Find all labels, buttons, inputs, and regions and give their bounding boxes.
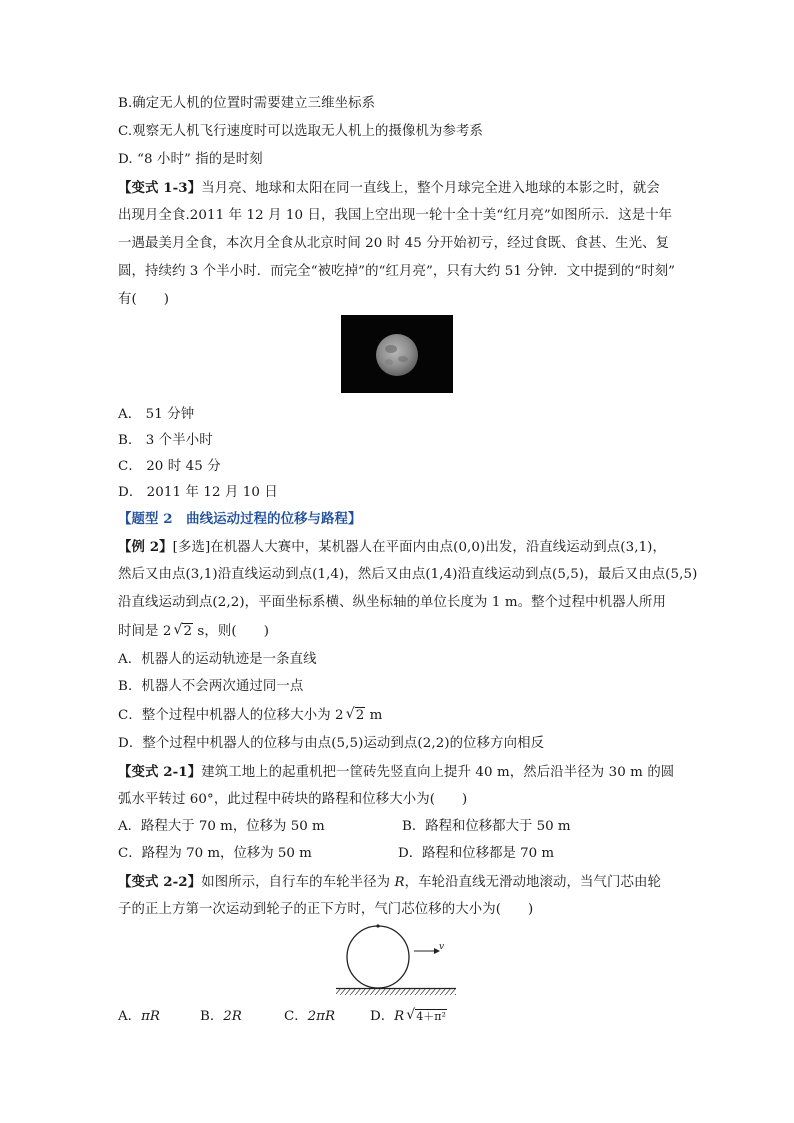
- v13-line5: 有( ): [118, 292, 170, 307]
- v21-line1: 【变式 2-1】建筑工地上的起重机把一筐砖先竖直向上提升 40 m，然后沿半径为 30 m 的圆: [118, 764, 675, 780]
- v13-line1: 【变式 1-3】当月亮、地球和太阳在同一直线上，整个月球完全进入地球的本影之时，就会: [118, 180, 660, 196]
- ex2-option-d: D．整个过程中机器人的位移与由点(5,5)运动到点(2,2)的位移方向相反: [118, 736, 545, 751]
- q1-option-b: B.确定无人机的位置时需要建立三维坐标系: [118, 96, 376, 111]
- wheel-diagram: [336, 922, 460, 998]
- v13-line3: 一遇最美月全食，本次月全食从北京时间 20 时 45 分开始初亏，经过食既、食甚、生光、复: [118, 236, 670, 251]
- ex2-tag: 【例 2】: [118, 539, 173, 555]
- ex2-line4: 时间是 2 √ 2 s，则( ): [118, 622, 269, 642]
- v22-option-c: C．2πR: [284, 1009, 336, 1024]
- v13-option-a: A． 51 分钟: [118, 407, 195, 422]
- ex2-line1: 【例 2】[多选]在机器人大赛中，某机器人在平面内由点(0,0)出发，沿直线运动到点(3,1)，: [118, 539, 666, 555]
- valve-dot: [376, 924, 379, 927]
- v13-line2: 出现月全食.2011 年 12 月 10 日，我国上空出现一轮十全十美“红月亮”如图所示．这是十年: [118, 208, 673, 223]
- q1-option-d: D. “8 小时” 指的是时刻: [118, 152, 263, 167]
- v13-line4: 圆，持续约 3 个半小时．而完全“被吃掉”的“红月亮”，只有大约 51 分钟．文中提到的“时刻”: [118, 264, 676, 279]
- red-moon-photo: [341, 315, 453, 393]
- v21-tag: 【变式 2-1】: [118, 764, 202, 780]
- ground-hatch: [336, 989, 456, 995]
- type2-header: 【题型 2 曲线运动过程的位移与路程】: [118, 511, 362, 527]
- velocity-label: v: [439, 942, 445, 952]
- v21-option-c: C．路程为 70 m，位移为 50 m: [118, 846, 312, 861]
- v21-option-d: D．路程和位移都是 70 m: [398, 846, 555, 861]
- ex2-option-b: B．机器人不会两次通过同一点: [118, 679, 304, 694]
- wheel-circle: [347, 926, 409, 988]
- ex2-line3: 沿直线运动到点(2,2)，平面坐标系横、纵坐标轴的单位长度为 1 m。整个过程中机器人所用: [118, 595, 667, 610]
- q1-option-c: C.观察无人机飞行速度时可以选取无人机上的摄像机为参考系: [118, 124, 483, 139]
- v13-tag: 【变式 1-3】: [118, 180, 202, 196]
- ex2-option-c: C．整个过程中机器人的位移大小为 2 √ 2 m: [118, 706, 382, 726]
- v13-option-b: B． 3 个半小时: [118, 433, 213, 448]
- v22-tag: 【变式 2-2】: [118, 874, 202, 890]
- sqrt-symbol: √ 2: [173, 622, 193, 639]
- ex2-option-a: A．机器人的运动轨迹是一条直线: [118, 652, 317, 667]
- v13-option-d: D． 2011 年 12 月 10 日: [118, 485, 278, 500]
- v22-line2: 子的正上方第一次运动到轮子的正下方时，气门芯位移的大小为( ): [118, 902, 534, 917]
- v21-option-a: A．路程大于 70 m，位移为 50 m: [118, 819, 325, 834]
- sqrt-symbol: √ 4＋π²: [406, 1007, 446, 1023]
- v21-line2: 弧水平转过 60°，此过程中砖块的路程和位移大小为( ): [118, 792, 468, 807]
- v22-option-d: D．R √ 4＋π²: [370, 1007, 447, 1027]
- v21-option-b: B．路程和位移都大于 50 m: [402, 819, 571, 834]
- sqrt-symbol: √ 2: [345, 706, 365, 723]
- v13-option-c: C． 20 时 45 分: [118, 459, 221, 474]
- ex2-line2: 然后又由点(3,1)沿直线运动到点(1,4)，然后又由点(1,4)沿直线运动到点(5,5)，最后又由点(5,5): [118, 567, 698, 582]
- v22-option-b: B．2R: [200, 1009, 242, 1024]
- v22-line1: 【变式 2-2】如图所示，自行车的车轮半径为 R，车轮沿直线无滑动地滚动，当气门芯由轮: [118, 874, 661, 890]
- v22-option-a: A．πR: [118, 1009, 160, 1024]
